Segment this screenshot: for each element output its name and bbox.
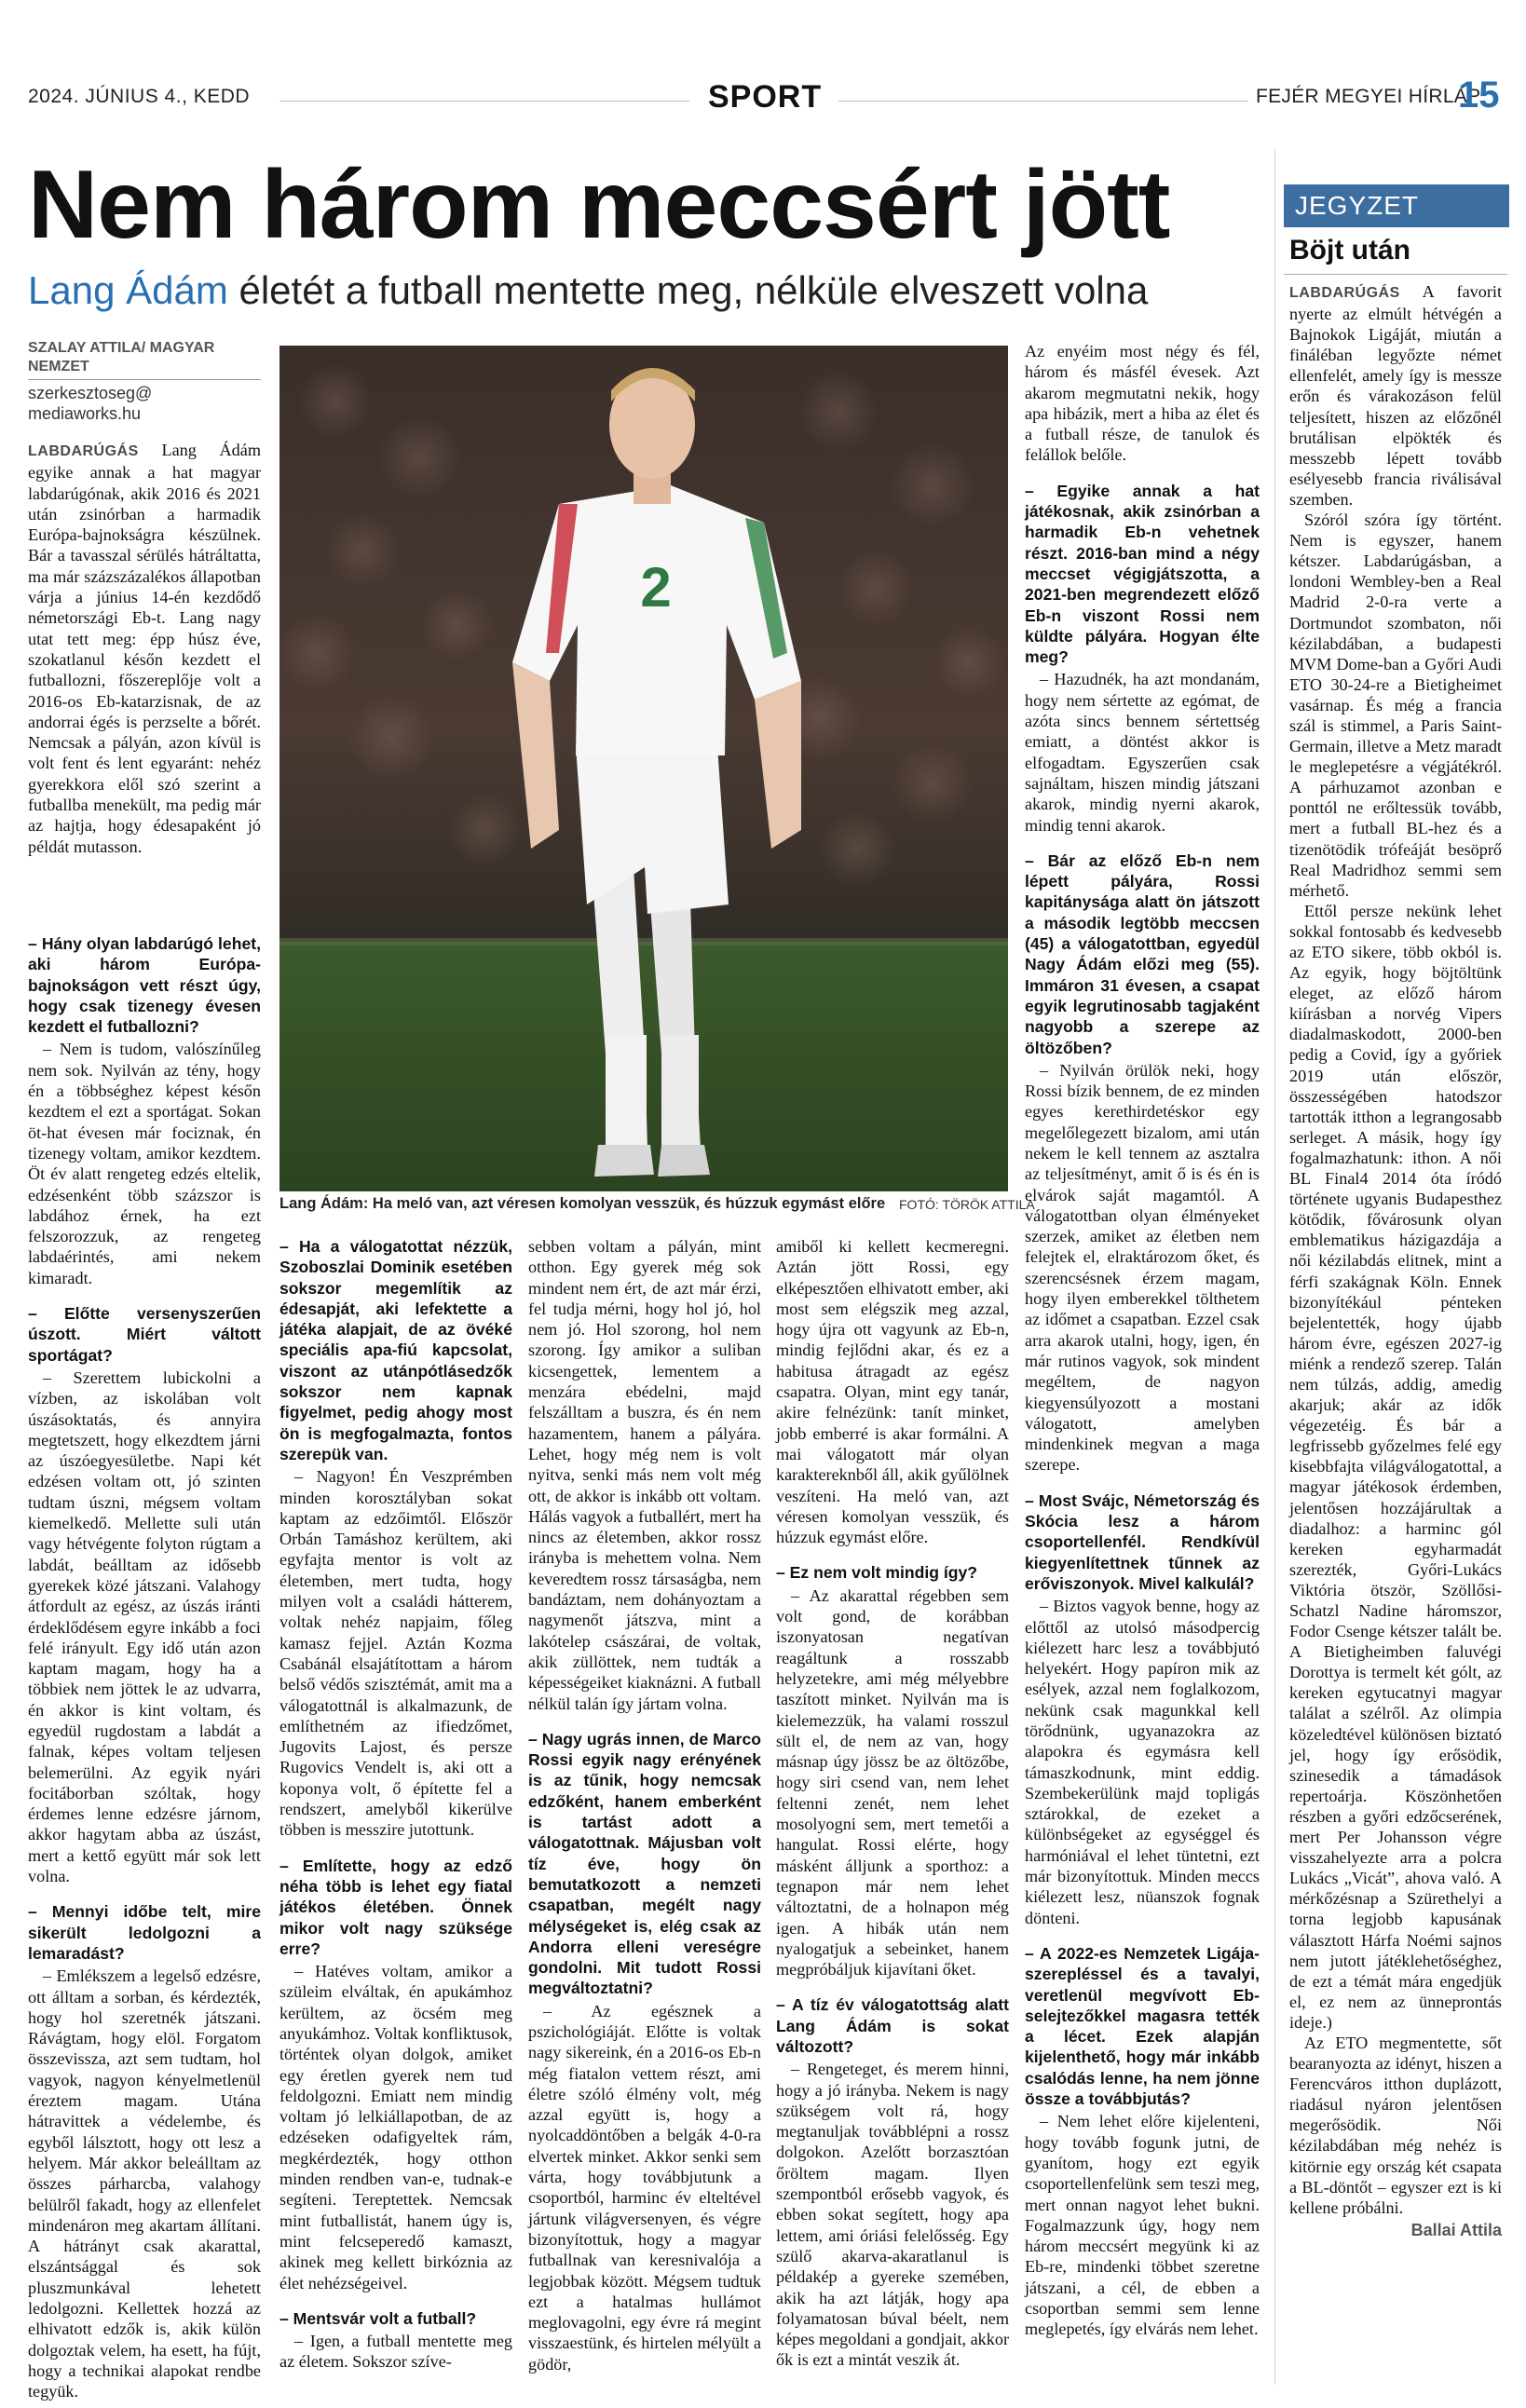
subtitle-name: Lang Ádám <box>28 268 228 312</box>
interview-answer: Az enyéim most négy és fél, három és másfél évesek. Azt akarom megmutatni nekik, hogy apa hibázik, mert a hiba az élet és a futball része, de tanulok és felállok belőle. <box>1025 342 1260 465</box>
header-date: 2024. JÚNIUS 4., KEDD <box>28 86 251 107</box>
photo-credit: FOTÓ: TÖRÖK ATTILA <box>899 1197 1035 1212</box>
interview-question: – Mentsvár volt a futball? <box>279 2308 477 2328</box>
sidebar-label <box>1284 184 1509 227</box>
sidebar-para-3: Ettől persze nekünk lehet sokkal fontosabb és kedvesebb az ETO sikere, több okból is. Az egyik, hogy böjtöltünk eleget, az előző három kiírásban a norvég Vipers diadalmaskodott, 2000-ben pedig a Covid, így a győriek 2019 után először, összességében hatodszor tartották itthon a legrangosabb serleget. A másik, hogy így fogalmazhatunk: ithon. A női BL Final4 2014 óta íródó története ugyanis Budapesthez kötődik, fővárosunk olyan emblematikus házigazdája a női kézilabdás elitnek, mint a férfi szakágnak Köln. Ennek bizonyítékául pénteken bejelentették, hogy újabb három évre, egészen 2027-ig miénk a rendező szerep. Talán nem túlzás, addig, amedig akarjuk; akár az idők végezetéig. És bár a legfrissebb győzelmes felé egy kisebbfajta világválogatottal, a magyar játékosok érdemben, jelentősen hozzájárultak a diadalhoz: a harminc gól kereken egyharmadát szerezték, Győri-Lukács Viktória ötször, Szöllősi-Schatzl Nadine háromszor, Fodor Csenge kétszer talált be. A Bietigheimben faluvégi Dorottya is termelt két gólt, az kereken egytucatnyi magyar találat a szélről. Az olimpia közeledtével különösen biztató jel, hogy így erősödik, szinesedik a támadások repertoárja. Köszönhetően részben a győri edzőcserének, mert Per Johansson végre visszahelyezte arra a polcra Lukács „Vicát”, ahova való. A mérkőzésnap a Szürethelyi a torna legjobb kapusának választott Hárfa Noémi sajnos nem jutott játéklehetőséghez, de ezt a témát mára engedjük el, ez nem az ünneprontás ideje.) <box>1289 901 1502 2032</box>
lead-kicker: LABDARÚGÁS <box>28 443 139 459</box>
interview-question: – Előtte versenyszerűen úszott. Miért váltott sportágat? <box>28 1304 261 1365</box>
sidebar-title-rule <box>1284 274 1507 275</box>
subtitle-text: életét a futball mentette meg, nélküle elveszett volna <box>227 268 1149 312</box>
interview-question: – Most Svájc, Németország és Skócia lesz a három csoportellenfél. Rendkívül kiegyenlítettnek tűnnek az erőviszonyok. Mivel kalkulál? <box>1025 1490 1260 1593</box>
photo-caption: Lang Ádám: Ha meló van, azt véresen komolyan vesszük, és húzzuk egymást előre <box>279 1195 886 1212</box>
photo-illustration <box>279 346 1008 1191</box>
player-photo <box>279 346 1008 1191</box>
interview-answer: – Hatéves voltam, amikor a szüleim elváltak, én apukámhoz kerültem, az öcsém meg anyukámhoz. Voltak konfliktusok, történtek olyan dolgok, amiket egy éretlen gyerek nem tud feldolgozni. Emiatt nem mindig voltam jó lelkiállapotban, de az edzéseken odafigyeltek rám, megkérdezték, hogy otthon minden rendben van-e, tudnak-e segíteni. Tereptettek. Nemcsak mint futballistát, hanem úgy is, mint felcseperedő kamaszt, akinek meg kellett birkóznia az élet nehézségeivel. <box>279 1962 512 2292</box>
interview-answer: – Nem lehet előre kijelenteni, hogy tovább fogunk jutni, de gyanítom, hogy ezt egyik csoportellenfelünk sem teszi meg, mert onnan nagyot lehet bukni. Fogalmazzunk úgy, hogy nem három meccsért megyünk ki az Eb-re, mindenki többet szeretne játszani, a cél, de ebben a csoportban semmi sem lenne meglepetés, így elvárás nem lehet. <box>1025 2112 1260 2339</box>
byline-rule <box>28 379 261 380</box>
interview-answer: – Emlékszem a legelső edzésre, ott álltam a sorban, és kérdezték, hogy hol szeretnék játszani. Rávágtam, hogy elöl. Forgatom összevissza, azt sem tudtam, hol vagyok, nagyon kényelmetlenül éreztem magam. Utána hátravittek a védelembe, és egyből lálsztott, hogy ott lesz a helyem. Már akkor beleálltam az összes párharcba, valahogy belülről fakadt, hogy az ellenfelet mindenáron meg akartam állítani. A hátrányt csak akarattal, elszántsággal és sok pluszmunkával lehetett ledolgozni. Kellettek hozzá az elhivatott edzők is, akik külön dolgoztak velem, ha esett, ha fújt, hogy a technikai alapokat rendbe tegyük. <box>28 1966 261 2401</box>
lead-text: Lang Ádám egyike annak a hat magyar labdarúgónak, akik 2016 és 2021 után zsinórban a harmadik Európa-bajnokságra készülnek. Bár a tavasszal sérülés hátráltatta, ma már százszázalékos állapotban várja a június 14-én kezdődő németországi Eb-t. Lang nagy utat tett meg: épp húsz éve, szokatlanul későn kezdett el futballozni, főszereplője volt a 2016-os Eb-katarzisnak, de az andorrai égés is perzselte a bőrét. Nemcsak a pályán, azon kívül is volt fent és lent egyaránt: nehéz gyerekkora elől szó szerint a futballba menekült, ma pedig már az hajtja, hogy édesapaként jó példát mutasson. <box>28 441 261 856</box>
interview-question: – A tíz év válogatottság alatt Lang Ádám is sokat változott? <box>776 1995 1009 2056</box>
photo-jersey-number: 2 <box>640 556 672 619</box>
interview-answer: – Szerettem lubickolni a vízben, az iskolában volt úszásoktatás, és annyira megtetszett, hogy elkezdtem járni az úszóegyesületbe. Napi két edzésen voltam ott, jó szinten tudtam úszni, mégsem voltam kiemelkedő. Mellette suli után vagy hétvégente folyton rúgtam a labdát, beálltam az idősebb gyerekek közé játszani. Valahogy átfordult az egész, az úszás iránti érdeklődésem egyre inkább a foci felé irányult. Egy idő után azon kaptam magam, hogy ha a többiek nem jöttek le az udvarra, én akkor is kint voltam, és egyedül rugdostam a labdát a falnak, képes voltam teljesen belemerülni. Az egyik nyári focitáborban szóltak, hogy érdemes lenne edzésre járnom, akkor hagytam abba az úszást, mert a kettő együtt már sok lett volna. <box>28 1367 261 1886</box>
sidebar-divider <box>1274 149 1275 2385</box>
interview-answer: amiből ki kellett kecmeregni. Aztán jött Rossi, egy elképesztően elhivatott ember, aki most sem elégszik meg azzal, hogy újra ott vagyunk az Eb-n, mindig fejlődni akar, és ez a habitusa átragadt az egész csapatra. Olyan, mint egy tanár, akire felnézünk: tanít minket, jobb emberré is akar formálni. A mai válogatott már olyan karaktereknből áll, akik gyűlölnek veszíteni. Ha meló van, azt véresen komolyan vesszük, és húzzuk egymást előre. <box>776 1237 1009 1547</box>
section-label: SPORT <box>708 79 823 115</box>
interview-question: – Mennyi időbe telt, mire sikerült ledolgozni a lemaradást? <box>28 1902 261 1963</box>
interview-question: – Bár az előző Eb-n nem lépett pályára, Rossi kapitánysága alatt ön játszott a második legtöbb meccsen (45) a válogatottban, egyedül Nagy Ádám előzi meg (55). Immáron 31 évesen, a csapat egyik legrutinosabb tagjaként nagyobb a szerepe az öltözőben? <box>1025 850 1260 1057</box>
sidebar-kicker: LABDARÚGÁS <box>1289 285 1400 301</box>
header-rule-left <box>279 101 689 102</box>
sidebar-title: Böjt után <box>1289 235 1410 265</box>
header-paper-name: FEJÉR MEGYEI HÍRLAP <box>1256 86 1481 107</box>
interview-question: – Nagy ugrás innen, de Marco Rossi egyik nagy erényének is az tűnik, hogy nemcsak edzőként, hanem emberként is tartást adott a válogatottnak. Májusban volt tíz éve, hogy ön bemutatkozott a nemzeti csapatban, megélt nagy mélységeket is, elég csak az Andorra elleni vereségre gondolni. Mit tudott Rossi megváltoztatni? <box>528 1729 761 1998</box>
byline <box>28 339 261 424</box>
interview-question: – Hány olyan labdarúgó lehet, aki három Európa-bajnokságon vett részt úgy, hogy csak tizenegy évesen kezdett el futballozni? <box>28 934 261 1037</box>
article-column-5 <box>1025 341 1260 2340</box>
interview-answer: – Nagyon! Én Veszprémben minden korosztályban sokat kaptam az edzőimtől. Először Orbán Tamáshoz kerültem, aki egyfajta mentor is volt az életemben, mert tudta, hogy milyen volt a családi hátterem, voltak nehéz napjaim, főleg kamasz fejjel. Aztán Kozma Csabánál elsajátítottam a három belső védős szisztémát, amit ma a válogatottnál is alkalmazunk, de említhetném az ifiedzőmet, Jugovits Lajost, és persze Rugovics Vendelt is, aki ott a koponya volt, ő építette fel a rendszert, amelyből kikerülve többen is messzire jutottunk. <box>279 1467 512 1840</box>
header-rule-right <box>838 101 1248 102</box>
sidebar-signature: Ballai Attila <box>1410 2220 1502 2239</box>
byline-email: szerkesztoseg@ mediaworks.hu <box>28 384 153 423</box>
interview-answer: sebben voltam a pályán, mint otthon. Egy gyerek még sok mindent nem ért, de azt már érzi, fel tudja mérni, hogy hol jó, hol nem jó. Hol szorong, hol nem szorong. Így amikor a suliban kicsengettek, lementem a menzára ebédelni, majd felszálltam a buszra, és én nem hazamentem, hanem a pályára. Lehet, hogy még nem is volt nyitva, senki más nem volt még ott, de akkor is inkább ott voltam. Hálás vagyok a futballért, mert ha nincs az életemben, akkor rossz irányba is mehettem volna. Nem keveredtem rossz társaságba, nem bandáztam, nem dohányoztam a nagymenőt játszva, mint a lakótelep császárai, de voltak, akik züllöttek, nem tudták a képességeiket kiaknázni. A futball nélkül talán így jártam volna. <box>528 1237 761 1713</box>
interview-answer: – Az akarattal régebben sem volt gond, de korábban iszonyatosan negatívan reagáltunk a rosszabb helyzetekre, ami még mélyebbre taszított minket. Nyilván ma is kielemezzük, ha valami rosszul sült el, de nem az van, hogy másnap úgy jössz be az öltözőbe, hogy siri csend van, nem lehet feltenni zenét, nem lehet mosolyogni sem, mert temetői a hangulat. Rossi elérte, hogy másként álljunk a sporthoz: a tegnapon már nem lehet változtatni, de a holnapon még igen. A hibák után nem nyalogatjuk a sebeinket, hanem megpróbáljuk kijavítani őket. <box>776 1585 1009 1979</box>
interview-answer: – Biztos vagyok benne, hogy az előttől az utolsó másodpercig kiélezett harc lesz a továbbjutó helyekért. Hogy papíron mik az esélyek, azzal nem foglalkozom, nekünk csak magunkkal kell törődnünk, ugyanazokra az alapokra és egymásra kell támaszkodnunk, mint eddig. Szembekerülünk majd topligás sztárokkal, de ezeket a különbségeket az egységgel és harmóniával el lehet tüntetni, ezt már bizonyítottuk. Minden meccs kiélezett lesz, nüanszok fognak dönteni. <box>1025 1597 1260 1927</box>
interview-question: – Ez nem volt mindig így? <box>776 1563 978 1583</box>
interview-answer: – Nyilván örülök neki, hogy Rossi bízik bennem, de ez minden egyes kerethirdetéskor egy megelőlegezett bizalom, ami után nekem le kell tennem az asztalra az teljesítményt, amit ő is és én is elvárok saját magamtól. A válogatottban olyan élményeket szerzek, amiket az életben nem felejtek el, elraktározom őket, és szerencsésnek érzem magam, hogy ilyen emberekkel tölthetem az időmet a csapatban. Ezzel csak arra akarok utalni, hogy, igen, én már rutinos vagyok, sok mindent megéltem, de nagyon kiegyensúlyozott a mostani válogatott, amelyben mindenkinek megvan a maga szerepe. <box>1025 1060 1260 1475</box>
sidebar-para-1 <box>1289 281 1502 510</box>
interview-answer: – Hazudnék, ha azt mondanám, hogy nem sértette az egómat, de azóta sincs bennem sértettség emiatt, a döntést akkor is elfogadtam. Egyszerűen csak sajnáltam, hiszen mindig játszani akarok, mindig nyerni akarok, mindig tenni akarok. <box>1025 670 1260 835</box>
interview-answer: – Rengeteget, és merem hinni, hogy a jó irányba. Nekem is nagy szükségem volt rá, hogy megtanuljak továbblépni a rossz dolgokon. Azelőtt borzasztóan őröltem magam. Ilyen szempontból erősebb vagyok, és ebben sokat segített, hogy apa lettem, ami óriási felelősség. Egy szülő akarva-akaratlanul is példakép a gyereke szemében, akik ha azt látják, hogy apa folyamatosan búval béelt, nem képes megoldani a gondjait, akkor ők is ezt a mintát veszik át. <box>776 2060 1010 2370</box>
interview-question: – Egyike annak a hat játékosnak, akik zsinórban a harmadik Eb-n vehetnek részt. 2016-ban mind a négy meccset végigjátszotta, a 2021-ben megrendezett előző Eb-n viszont Rossi nem küldte pályára. Hogyan élte meg? <box>1025 481 1260 667</box>
interview-question: – Ha a válogatottat nézzük, Szoboszlai Dominik esetében sokszor megemlítik az édesapját, aki lefektette a játéka alapjait, de az övéké speciális apa-fiú kapcsolat, viszont az utánpótlásedzők sokszor nem kapnak figyelmet, pedig ahogy most ön is megfogalmazta, fontos szerepük van. <box>279 1237 512 1463</box>
article-column-1 <box>28 933 261 2401</box>
lead-paragraph <box>28 440 261 857</box>
interview-question: – A 2022-es Nemzetek Ligája-szerepléssel és a tavalyi, veretlenül megvívott Eb-selejtezőkkel magasra tették a lécet. Ezek alapján kijelenthető, hogy már inkább csalódás lenne, ha nem jönne össze a továbbjutás? <box>1025 1943 1260 2109</box>
page-number: 15 <box>1458 75 1500 116</box>
headline: Nem három meccsért jött <box>28 151 1170 259</box>
interview-answer: – Az egésznek a pszichológiáját. Előtte is voltak nagy sikereink, én a 2016-os Eb-n még fiatalon vettem részt, ami életre szóló élmény volt, még azzal együtt is, hogy a nyolcaddöntőben a belgák 4-0-ra elvertek minket. Akkor senki sem várta, hogy továbbjutunk a csoportból, harminc év elteltével jártunk világversenyen, és végre bizonyítottuk, hogy a magyar futballnak van keresnivalója a legjobbak között. Mégsem tudtuk ezt a hatalmas hullámot meglovagolni, egy évre rá megint visszaestünk, és hirtelen mélyült a gödör, <box>528 2001 761 2374</box>
interview-answer: – Igen, a futball mentette meg az életem. Sokszor szíve- <box>279 2332 512 2372</box>
sidebar-body <box>1289 281 1502 2240</box>
sidebar-para-4: Az ETO megmentette, sőt bearanyozta az idényt, hiszen a Ferencváros itthon duplázott, riadásul nyáron jelentősen megerősödik. Női kézilabdában még nehéz is kitörnie egy ország két csapata a BL-döntőt – egyszer ezt is ki kellene próbálni. <box>1289 2033 1502 2217</box>
sidebar-para-1-text: A favorit nyerte az elmúlt hétvégén a Bajnokok Ligáját, miután a fináléban legyőzte német ellenfelét, amely így is messze erőn és várakozáson felül teljesített, hiszen az előzőnél brutálisan elpökték és messzebb lépett tovább esélyesebb francia riválisával szemben. <box>1289 282 1502 509</box>
article-column-4 <box>776 1236 1009 2371</box>
interview-question: – Említette, hogy az edző néha több is lehet egy fiatal játékos életében. Önnek mikor volt nagy szüksége erre? <box>279 1856 512 1958</box>
interview-answer: – Nem is tudom, valószínűleg nem sok. Nyilván az tény, hogy én a többséghez képest későn kezdtem el ezt a sportágat. Sokan öt-hat évesen már fociznak, én tizenegy voltam, amikor kezdtem. Öt év alatt rengeteg edzés eltelik, edzésenként több százszor is labdához érnek, ha ezt felszorozzuk, az rengeteg labdaérintés, ami nekem kimaradt. <box>28 1040 261 1287</box>
sidebar-label-text: JEGYZET <box>1295 191 1420 220</box>
subtitle <box>28 268 1148 313</box>
article-column-3 <box>528 1236 761 2374</box>
byline-author: SZALAY ATTILA/ MAGYAR NEMZET <box>28 340 215 374</box>
sidebar-para-2: Szóról szóra így történt. Nem is egyszer, hanem kétszer. Labdarúgásban, a londoni Wembley-ben a Real Madrid 2-0-ra verte a Dortmundot szombaton, női kézilabdában, a budapesti MVM Dome-ban a Győri Audi ETO 30-24-re a Bietigheimet vasárnap. És még a francia szál is stimmel, a Paris Saint-Germain, illetve a Metz maradt le meglepetésre a végjátékról. A párhuzamot azonban e ponttól ne erőltessük tovább, mert a futball BL-hez és a tizenötödik trófeáját besöprő Real Madridhoz semmi sem mérhető. <box>1289 510 1502 900</box>
article-column-2 <box>279 1236 512 2373</box>
